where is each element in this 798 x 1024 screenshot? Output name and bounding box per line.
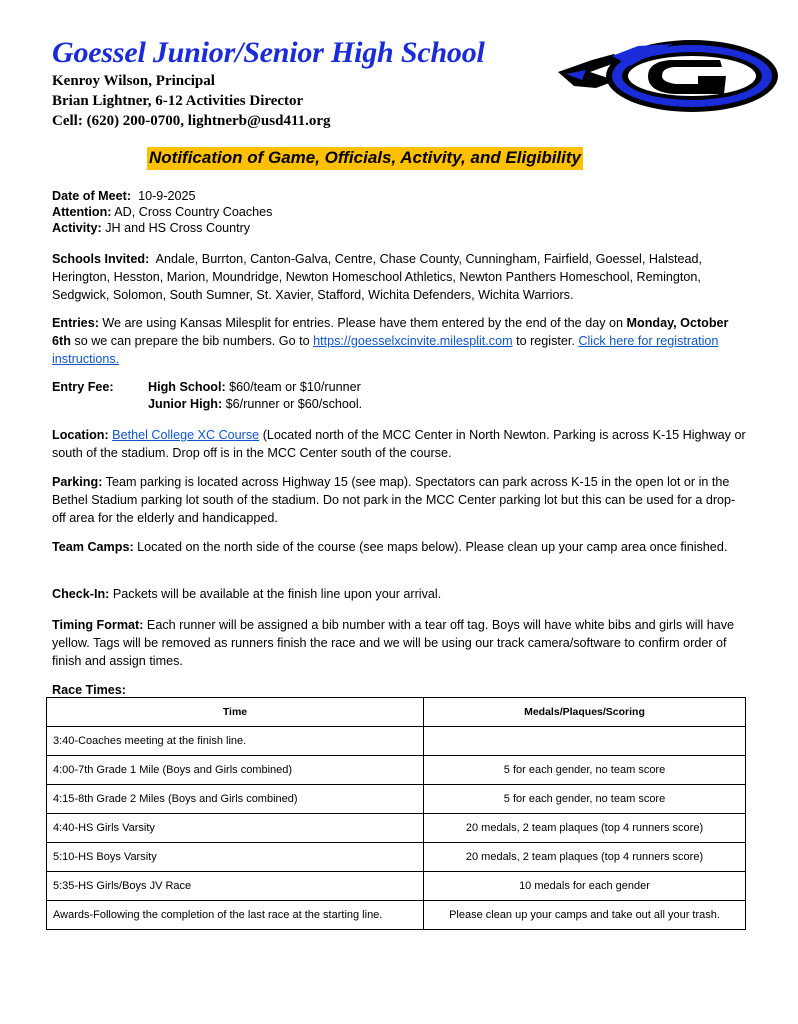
parking-label: Parking: [52, 475, 103, 489]
meet-date-label: Date of Meet: [52, 189, 132, 203]
entry-fee-label: Entry Fee: [52, 380, 114, 394]
timing-text: Each runner will be assigned a bib number with a tear off tag. Boys will have white bibs and girls will have yellow. Tags will be removed as runners finish the race and we will be using our track camera/software to confirm order of finish and assign times. [52, 618, 735, 668]
contact-line: Cell: (620) 200-0700, lightnerb@usd411.org [52, 113, 331, 129]
location-paragraph [52, 426, 748, 462]
entries-label: Entries: [52, 316, 99, 330]
race-award-cell [424, 727, 746, 756]
milesplit-link[interactable]: https://goesselxcinvite.milesplit.com [313, 334, 513, 348]
attention-label: Attention: [52, 205, 112, 219]
camps-text: Located on the north side of the course (see maps below). Please clean up your camp area once finished. [137, 540, 728, 554]
location-label: Location: [52, 428, 109, 442]
table-row [47, 785, 746, 814]
entry-fee-line-jh [148, 395, 648, 413]
camps-label: Team Camps: [52, 540, 134, 554]
hs-fee-label: High School: [148, 380, 226, 394]
entries-paragraph [52, 314, 748, 368]
race-time-cell: 5:35-HS Girls/Boys JV Race [47, 872, 424, 901]
table-row [47, 814, 746, 843]
activity-label: Activity: [52, 221, 102, 235]
race-time-cell: 3:40-Coaches meeting at the finish line. [47, 727, 424, 756]
location-text: (Located north of the MCC Center in North Newton. Parking is across K-15 Highway or south of the stadium. Drop off is in the MCC Center south of the course. [52, 428, 746, 460]
jh-fee: $6/runner or $60/school. [225, 397, 363, 411]
entry-fee-line-hs [52, 378, 748, 396]
attention-value: AD, Cross Country Coaches [114, 205, 273, 219]
checkin-text: Packets will be available at the finish line upon your arrival. [112, 587, 442, 601]
medals-column-header: Medals/Plaques/Scoring [424, 698, 746, 727]
director-line: Brian Lightner, 6-12 Activities Director [52, 93, 304, 109]
race-time-cell: 4:00-7th Grade 1 Mile (Boys and Girls combined) [47, 756, 424, 785]
race-times-table [46, 697, 746, 930]
schools-invited [52, 250, 748, 304]
jh-fee-label: Junior High: [148, 397, 223, 411]
timing-label: Timing Format: [52, 618, 144, 632]
table-row [47, 872, 746, 901]
activity-line [52, 219, 748, 237]
entries-text-3: to register. [516, 334, 575, 348]
race-time-cell: 5:10-HS Boys Varsity [47, 843, 424, 872]
race-award-cell: 20 medals, 2 team plaques (top 4 runners score) [424, 843, 746, 872]
timing-paragraph [52, 616, 748, 670]
team-camps-paragraph [52, 538, 748, 556]
race-award-cell: Please clean up your camps and take out all your trash. [424, 901, 746, 930]
entries-text-2: so we can prepare the bib numbers. Go to [74, 334, 310, 348]
race-award-cell: 5 for each gender, no team score [424, 756, 746, 785]
entries-deadline: Monday, October 6th [52, 316, 729, 348]
table-row [47, 843, 746, 872]
bluejay-g-logo-icon [552, 38, 782, 118]
check-in-paragraph [52, 585, 748, 603]
schools-label: Schools Invited: [52, 252, 150, 266]
table-header-row [47, 698, 746, 727]
activity-value: JH and HS Cross Country [105, 221, 251, 235]
race-award-cell: 20 medals, 2 team plaques (top 4 runners score) [424, 814, 746, 843]
registration-instructions-link[interactable]: Click here for registration instructions. [52, 334, 719, 366]
school-title: Goessel Junior/Senior High School [52, 36, 485, 69]
time-column-header: Time [47, 698, 424, 727]
race-time-cell: 4:15-8th Grade 2 Miles (Boys and Girls combined) [47, 785, 424, 814]
notification-banner: Notification of Game, Officials, Activity, and Eligibility [147, 147, 583, 170]
table-row [47, 727, 746, 756]
table-row [47, 901, 746, 930]
race-times-label: Race Times: [52, 683, 126, 697]
entries-text-1: We are using Kansas Milesplit for entries. Please have them entered by the end of the day on [102, 316, 624, 330]
race-time-cell: Awards-Following the completion of the last race at the starting line. [47, 901, 424, 930]
bethel-course-link[interactable]: Bethel College XC Course [112, 428, 260, 442]
hs-fee: $60/team or $10/runner [229, 380, 361, 394]
parking-text: Team parking is located across Highway 15 (see map). Spectators can park across K-15 in the open lot or in the Bethel Stadium parking lot south of the stadium. Do not park in the MCC Center parking lot but this can be used for a drop-off area for the elderly and handicapped. [52, 475, 736, 525]
race-award-cell: 5 for each gender, no team score [424, 785, 746, 814]
parking-paragraph [52, 473, 748, 527]
principal-line: Kenroy Wilson, Principal [52, 73, 215, 89]
race-award-cell: 10 medals for each gender [424, 872, 746, 901]
table-row [47, 756, 746, 785]
meet-date: 10-9-2025 [138, 189, 196, 203]
race-time-cell: 4:40-HS Girls Varsity [47, 814, 424, 843]
schools-text: Andale, Burrton, Canton-Galva, Centre, Chase County, Cunningham, Fairfield, Goessel, Halstead, Herington, Hesston, Marion, Moundridge, Newton Homeschool Athletics, Newton Panthers Homeschool, Remington, Sedgwick, Solomon, South Sumner, St. Xavier, Stafford, Wichita Defenders, Wichita Warriors. [52, 252, 703, 302]
checkin-label: Check-In: [52, 587, 110, 601]
